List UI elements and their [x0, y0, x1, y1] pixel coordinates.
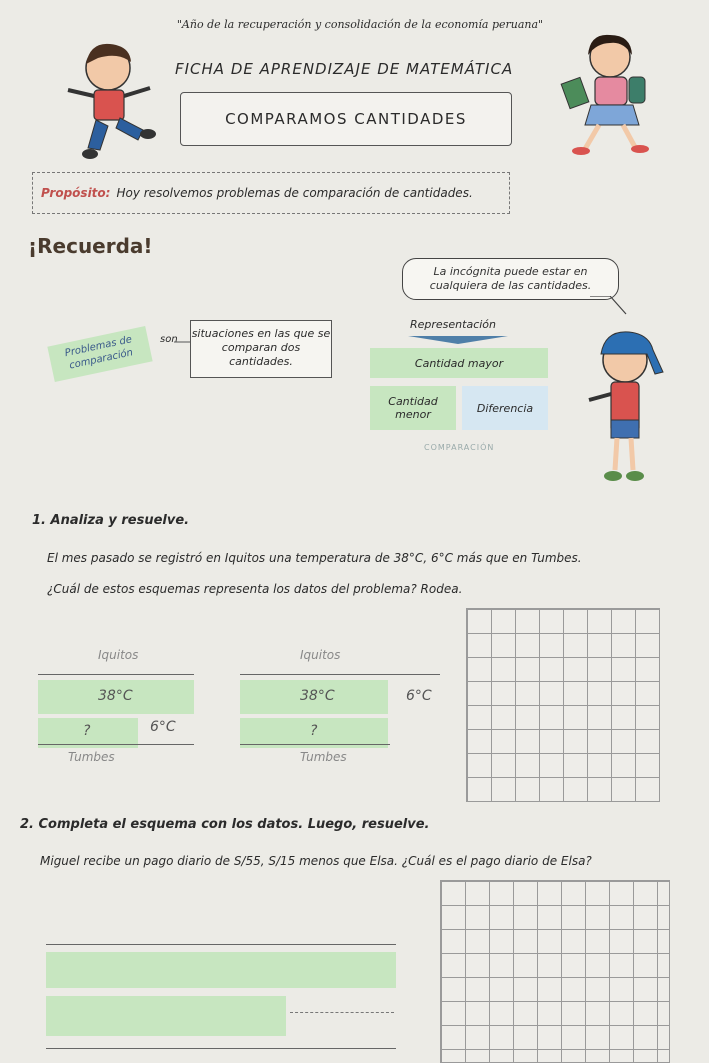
boy-cap-illustration [585, 320, 665, 495]
purpose-label: Propósito: [41, 186, 111, 200]
comparacion-label: COMPARACIÓN [424, 443, 495, 452]
scheme-b[interactable] [240, 612, 450, 777]
scheme-b-small-value: ? [310, 723, 318, 739]
scheme-a-top-line [38, 674, 194, 675]
speech-bubble: La incógnita puede estar en cualquiera de las cantidades. [402, 258, 619, 300]
question-2-statement: Miguel recibe un pago diario de S/55, S/15 menos que Elsa. ¿Cuál es el pago diario de Elsa? [40, 854, 592, 868]
scheme-b-big-value: 38°C [300, 688, 335, 704]
scheme-a[interactable] [38, 612, 198, 777]
scheme-b-top-label: Iquitos [300, 648, 341, 662]
purpose-box [32, 172, 510, 214]
representation-arrow-icon [408, 334, 508, 346]
scheme-b-bottom-label: Tumbes [300, 750, 347, 764]
scheme-2[interactable] [46, 938, 396, 1056]
problems-label: Problemas de comparación [47, 326, 152, 382]
representation-label: Representación [410, 318, 497, 331]
scheme-a-top-label: Iquitos [98, 648, 139, 662]
scheme-2-big-bar [46, 952, 396, 988]
question-1-title: 1. Analiza y resuelve. [32, 513, 190, 528]
boy-illustration [38, 30, 168, 160]
ficha-title: FICHA DE APRENDIZAJE DE MATEMÁTICA [175, 60, 514, 78]
situations-box: situaciones en las que se comparan dos cantidades. [190, 320, 332, 378]
page-title: COMPARAMOS CANTIDADES [180, 92, 512, 146]
bubble-tail-icon [590, 296, 630, 320]
question-1-statement: El mes pasado se registró en Iquitos una temperatura de 38°C, 6°C más que en Tumbes. [47, 551, 582, 565]
cantidad-menor-box: Cantidad menor [370, 386, 456, 430]
scheme-a-diff-value: 6°C [150, 719, 176, 735]
cantidad-mayor-box: Cantidad mayor [370, 348, 548, 378]
scheme-a-big-value: 38°C [98, 688, 133, 704]
son-label: son [160, 334, 178, 345]
scheme-2-diff-dash [290, 1012, 394, 1013]
scheme-2-bottom-line [46, 1048, 396, 1049]
recuerda-heading: ¡Recuerda! [28, 234, 153, 258]
scheme-b-bottom-line [240, 744, 390, 745]
purpose-text: Hoy resolvemos problemas de comparación de cantidades. [116, 186, 473, 200]
scheme-2-small-bar [46, 996, 286, 1036]
scheme-a-small-value: ? [83, 723, 91, 739]
girl-illustration [555, 25, 670, 160]
scheme-a-bottom-line [38, 744, 194, 745]
diferencia-box: Diferencia [462, 386, 548, 430]
question-1-ask: ¿Cuál de estos esquemas representa los datos del problema? Rodea. [47, 582, 463, 596]
work-grid-1[interactable] [466, 608, 660, 802]
work-grid-2[interactable] [440, 880, 670, 1063]
scheme-a-bottom-label: Tumbes [68, 750, 115, 764]
scheme-b-diff-value: 6°C [406, 688, 432, 704]
question-2-title: 2. Completa el esquema con los datos. Luego, resuelve. [20, 817, 430, 832]
arrow-icon [172, 330, 192, 350]
scheme-b-top-line [240, 674, 440, 675]
scheme-2-top-line [46, 944, 396, 945]
motto: "Año de la recuperación y consolidación de la economía peruana" [176, 18, 544, 31]
